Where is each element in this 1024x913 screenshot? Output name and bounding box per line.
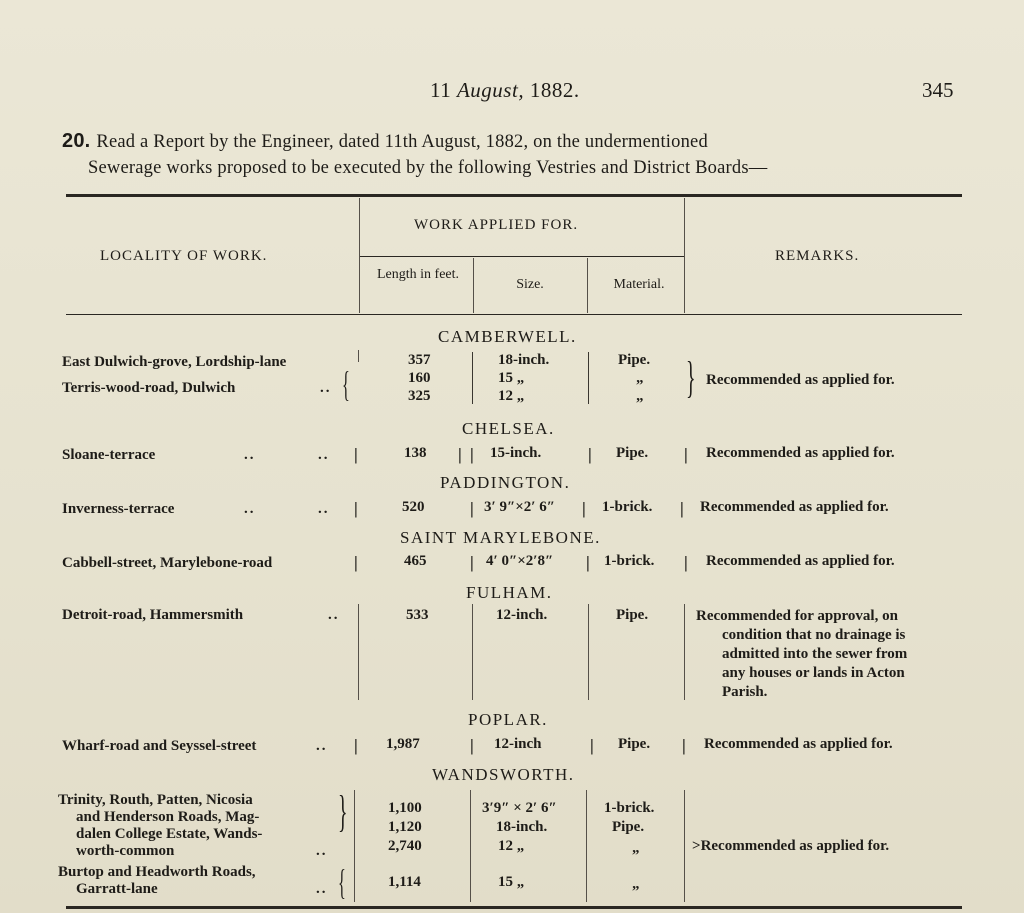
locality-detroit-road: Detroit-road, Hammersmith [62,607,244,623]
work-subheader-rule [360,256,684,257]
row-divider [684,790,685,902]
size-cell: 15 „ [498,874,525,890]
material-cell: Pipe. [618,352,651,368]
locality-cabbell-street: Cabbell-street, Marylebone-road [62,555,273,571]
material-cell: „ [632,876,640,892]
remark-cell: Recommended as applied for. [700,499,889,515]
col-header-work: WORK APPLIED FOR. [414,217,579,233]
col-header-size: Size. [516,277,544,292]
material-cell: 1-brick. [604,800,655,816]
locality-line: Trinity, Routh, Patten, Nicosia [58,792,253,808]
header-divider-1 [359,198,360,313]
row-divider [472,604,473,700]
length-cell: 160 [408,370,431,386]
size-cell: 15-inch. [490,445,542,461]
remark-line: any houses or lands in Acton [722,665,905,681]
material-cell: Pipe. [618,736,651,752]
date-year: 1882. [529,78,580,102]
locality-line: worth-common [76,843,175,859]
row-divider [586,790,587,902]
intro-line-1 [62,130,708,153]
page-number: 345 [922,78,954,102]
column-separator: | [680,499,684,518]
header-divider-4 [587,258,588,313]
size-cell: 3′9″ × 2′ 6″ [482,800,557,816]
column-separator: | [470,553,474,572]
leader-dots: .. [316,843,328,859]
length-cell: 1,100 [388,800,422,816]
remark-line: Recommended for approval, on [696,608,898,624]
table-bottom-rule [66,906,962,909]
size-cell: 15 „ [498,370,525,386]
date-month: August, [456,78,525,102]
length-cell: 325 [408,388,431,404]
district-camberwell: CAMBERWELL. [438,327,577,346]
column-separator: | [588,445,592,464]
locality-sloane-terrace: Sloane-terrace [62,447,156,463]
remark-cell: Recommended as applied for. [704,736,893,752]
row-divider [358,350,359,362]
header-divider-2 [684,198,685,313]
district-wandsworth: WANDSWORTH. [432,765,575,784]
material-cell: Pipe. [616,445,649,461]
length-cell: 2,740 [388,838,422,854]
remark-cell: Recommended as applied for. [706,553,895,569]
col-header-remarks: REMARKS. [775,248,860,264]
remark-line: admitted into the sewer from [722,646,908,662]
size-cell: 18-inch. [496,819,548,835]
leader-dots: .. [316,738,328,754]
locality-line: Burtop and Headworth Roads, [58,864,256,880]
date-day: 11 [430,78,452,102]
column-separator: | [684,553,688,572]
district-fulham: FULHAM. [466,583,553,602]
brace-icon: { [338,862,346,902]
col-header-locality: LOCALITY OF WORK. [100,248,268,264]
material-cell: Pipe. [612,819,645,835]
length-cell: 1,120 [388,819,422,835]
column-separator: | [582,499,586,518]
length-cell: 1,114 [388,874,421,890]
leader-dots: .. [318,501,330,517]
column-separator: | [470,445,474,464]
leader-dots: .. [244,447,256,463]
col-header-material: Material. [613,277,665,292]
material-cell: „ [636,370,644,386]
row-divider [588,352,589,404]
locality-inverness-terrace: Inverness-terrace [62,501,175,517]
leader-dots: .. [320,380,332,396]
locality-east-dulwich-grove: East Dulwich-grove, Lordship-lane [62,354,287,370]
size-cell: 18-inch. [498,352,550,368]
remark-cell: Recommended as applied for. [706,445,895,461]
district-paddington: PADDINGTON. [440,473,571,492]
length-cell: 1,987 [386,736,420,752]
column-separator: | [458,445,462,464]
leader-dots: .. [244,501,256,517]
column-separator: | [354,736,358,755]
size-cell: 12 „ [498,388,525,404]
material-cell: Pipe. [616,607,649,623]
column-separator: | [470,736,474,755]
row-divider [588,604,589,700]
remark-cell [692,838,889,855]
brace-icon: } [338,787,348,836]
leader-dots: .. [316,881,328,897]
table-top-rule [66,194,962,197]
row-divider [684,604,685,700]
size-cell: 12-inch. [496,607,548,623]
district-chelsea: CHELSEA. [462,419,555,438]
locality-line: Garratt-lane [76,881,158,897]
intro-line-2: Sewerage works proposed to be executed by the following Vestries and District Boards— [88,158,768,178]
length-cell: 357 [408,352,431,368]
district-saint-marylebone: SAINT MARYLEBONE. [400,528,601,547]
row-divider [358,604,359,700]
column-separator: | [354,553,358,572]
column-separator: | [684,445,688,464]
material-cell: „ [636,388,644,404]
size-cell: 4′ 0″×2′8″ [486,553,554,569]
length-cell: 533 [406,607,429,623]
length-cell: 465 [404,553,427,569]
length-cell: 138 [404,445,427,461]
district-poplar: POPLAR. [468,710,548,729]
header-divider-3 [473,258,474,313]
intro-text-1: Read a Report by the Engineer, dated 11th August, 1882, on the undermentioned [96,132,708,152]
remark-text: Recommended as applied for. [700,838,890,854]
brace-icon: > [692,838,701,854]
item-number: 20. [62,130,91,152]
material-cell: 1-brick. [602,499,653,515]
brace-icon: { [342,364,350,404]
column-separator: | [590,736,594,755]
remark-line: Parish. [722,684,768,700]
remark-line: condition that no drainage is [722,627,906,643]
size-cell: 12 „ [498,838,525,854]
material-cell: 1-brick. [604,553,655,569]
column-separator: | [682,736,686,755]
length-cell: 520 [402,499,425,515]
locality-line: and Henderson Roads, Mag- [76,809,260,825]
leader-dots: .. [318,447,330,463]
row-divider [470,790,471,902]
brace-icon: } [686,353,696,402]
table-header-rule [66,314,962,315]
size-cell: 12-inch [494,736,542,752]
locality-line: dalen College Estate, Wands- [76,826,263,842]
column-separator: | [470,499,474,518]
leader-dots: .. [328,607,340,623]
page-date [430,78,580,103]
row-divider [354,790,355,902]
locality-wharf-road: Wharf-road and Seyssel-street [62,738,257,754]
material-cell: „ [632,840,640,856]
remark-cell: Recommended as applied for. [706,372,895,388]
col-header-length: Length in feet. [376,267,460,282]
size-cell: 3′ 9″×2′ 6″ [484,499,556,515]
column-separator: | [354,445,358,464]
column-separator: | [354,499,358,518]
column-separator: | [586,553,590,572]
row-divider [472,352,473,404]
locality-terris-wood-road: Terris-wood-road, Dulwich [62,380,236,396]
